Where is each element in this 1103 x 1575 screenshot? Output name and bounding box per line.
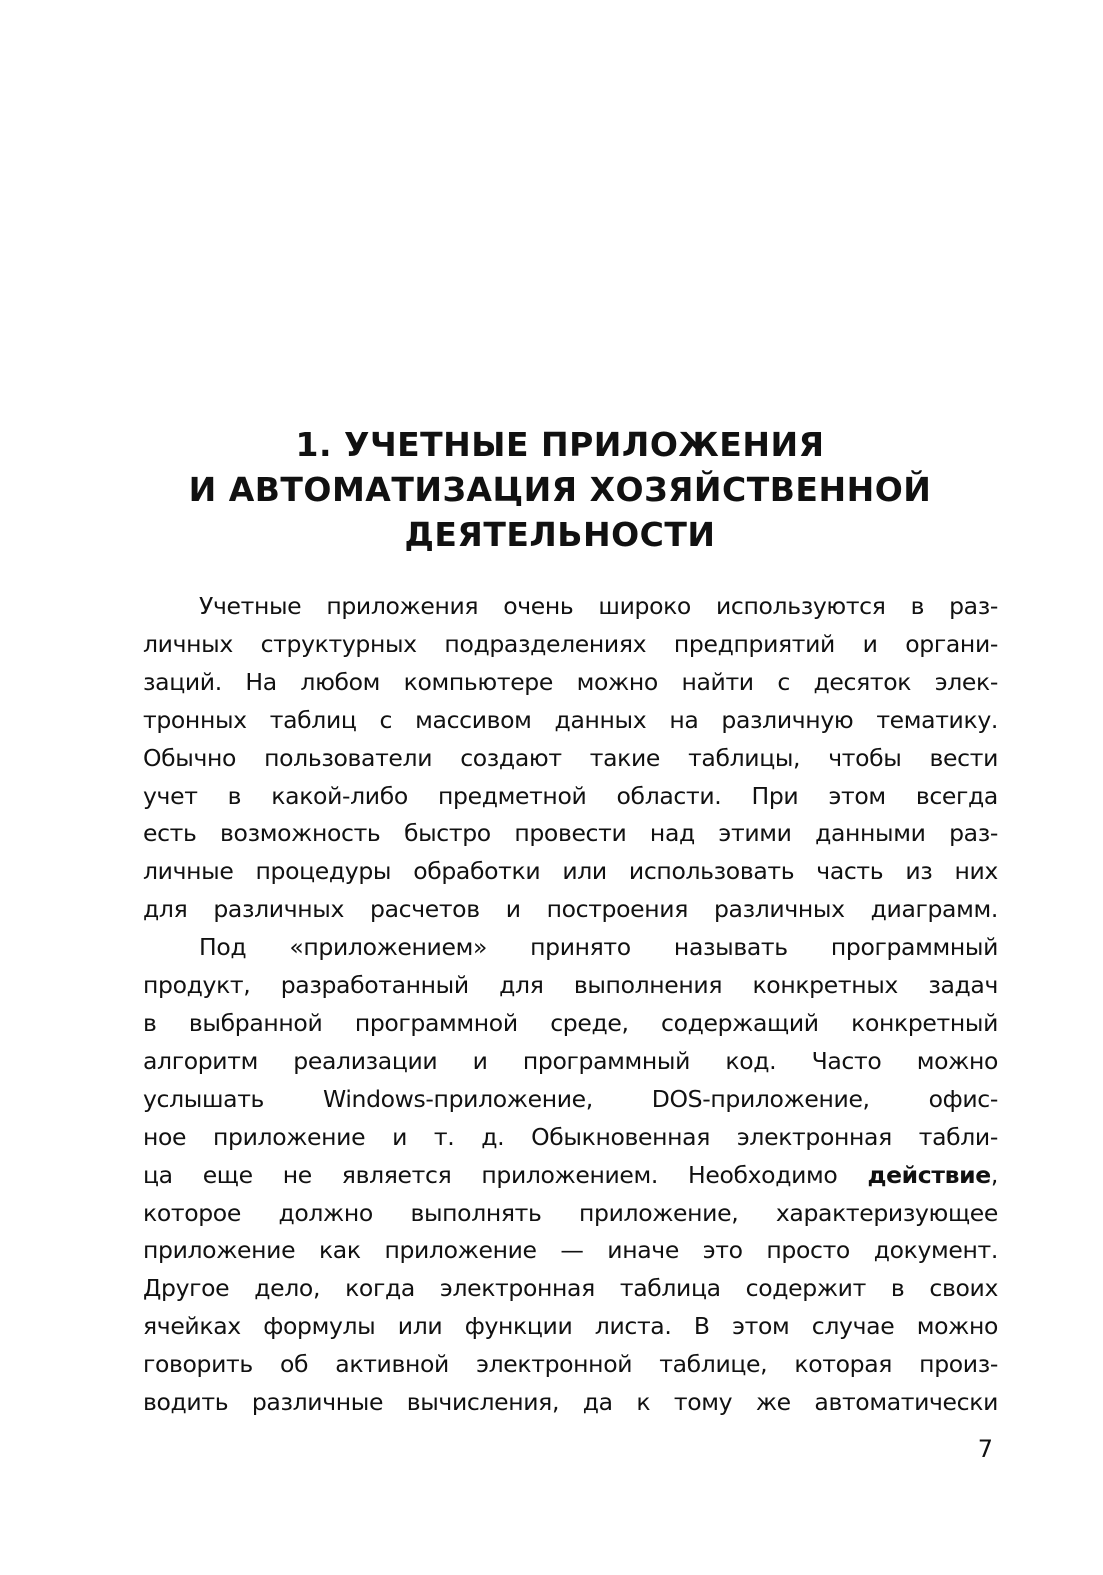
paragraph-2-line: продукт, разработанный для выполнения конкретных задач xyxy=(143,971,998,1000)
paragraph-2-line: ячейках формулы или функции листа. В этом случае можно xyxy=(143,1312,998,1341)
paragraph-1-line: тронных таблиц с массивом данных на различную тематику. xyxy=(143,705,998,734)
paragraph-2-line xyxy=(143,1157,998,1195)
paragraph-1-line: Обычно пользователи создают такие таблицы, чтобы вести xyxy=(143,743,998,772)
paragraph-1-line: есть возможность быстро провести над этими данными раз- xyxy=(143,819,998,848)
paragraph-2-line: в выбранной программной среде, содержащий конкретный xyxy=(143,1008,998,1037)
paragraph-2-line: которое должно выполнять приложение, характеризующее xyxy=(143,1198,998,1227)
line-text: , xyxy=(990,1160,998,1189)
paragraph-2-line: ное приложение и т. д. Обыкновенная электронная табли- xyxy=(143,1122,998,1151)
paragraph-1-line: Учетные приложения очень широко используются в раз- xyxy=(199,592,998,620)
paragraph-1-line: личных структурных подразделениях предприятий и органи- xyxy=(143,629,998,658)
chapter-heading-line-1: 1. УЧЕТНЫЕ ПРИЛОЖЕНИЯ xyxy=(295,425,825,464)
paragraph-1-line: учет в какой-либо предметной области. При этом всегда xyxy=(143,781,998,810)
paragraph-2-line: приложение как приложение — иначе это просто документ. xyxy=(143,1236,998,1265)
paragraph-2-line: говорить об активной электронной таблице, которая произ- xyxy=(143,1350,998,1379)
paragraph-2-line: Под «приложением» принято называть программный xyxy=(199,933,998,962)
paragraph-2-line: алгоритм реализации и программный код. Часто можно xyxy=(143,1046,998,1075)
page-number: 7 xyxy=(977,1435,993,1463)
chapter-heading xyxy=(140,422,980,557)
chapter-heading-line-3: ДЕЯТЕЛЬНОСТИ xyxy=(404,515,716,554)
paragraph-1-line: для различных расчетов и построения различных диаграмм. xyxy=(143,895,998,924)
paragraph-1-line: личные процедуры обработки или использовать часть из них xyxy=(143,857,998,886)
line-text: ца еще не является приложением. Необходимо xyxy=(143,1160,868,1189)
emphasized-term: действие xyxy=(867,1160,991,1189)
paragraph-2-line: Другое дело, когда электронная таблица содержит в своих xyxy=(143,1274,998,1303)
body-text xyxy=(143,588,998,1422)
chapter-heading-line-2: И АВТОМАТИЗАЦИЯ ХОЗЯЙСТВЕННОЙ xyxy=(188,470,932,509)
paragraph-1-line: заций. На любом компьютере можно найти с десяток элек- xyxy=(143,667,998,696)
paragraph-2-line: услышать Windows-приложение, DOS-приложение, офис- xyxy=(143,1084,998,1113)
paragraph-2-line: водить различные вычисления, да к тому же автоматически xyxy=(143,1388,998,1417)
